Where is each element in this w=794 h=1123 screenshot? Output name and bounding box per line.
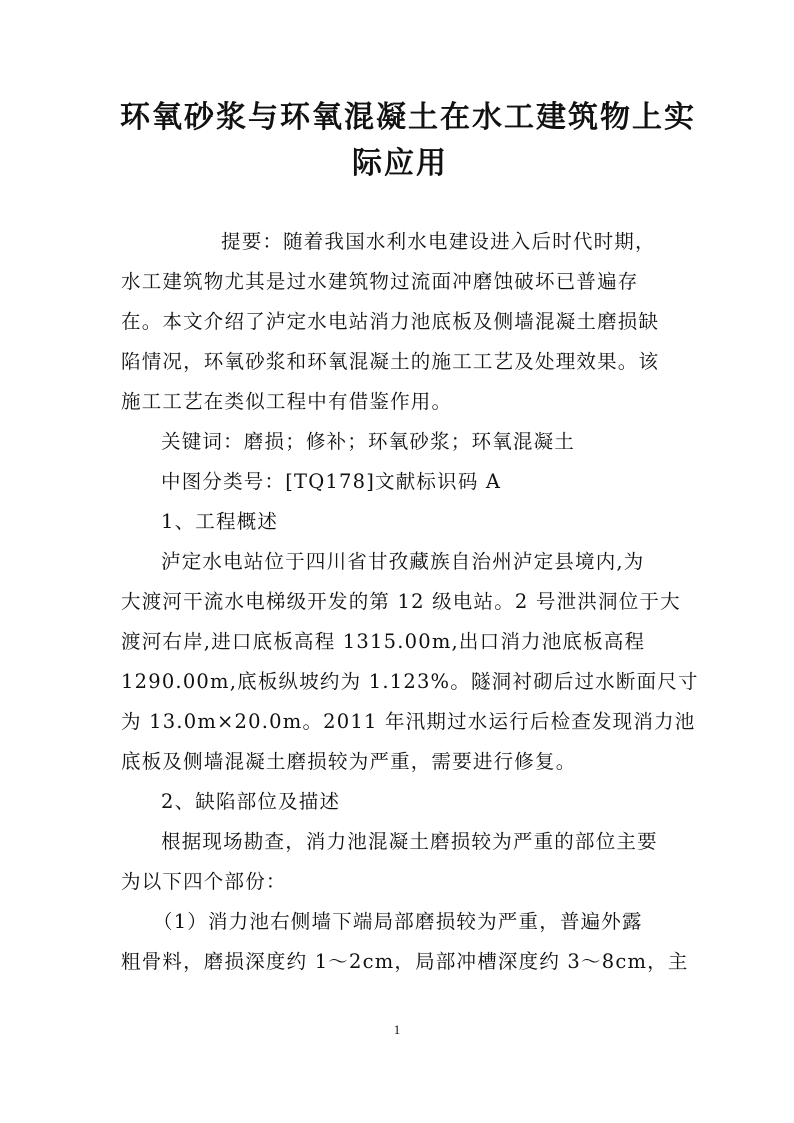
document-title-line-2: 际应用: [352, 146, 448, 181]
item-1-line-2: 粗骨料，磨损深度约 1～2cm，局部冲槽深度约 3～8cm，主: [121, 950, 689, 973]
section-1-line-1: 泸定水电站位于四川省甘孜藏族自治州泸定县境内,为: [161, 550, 645, 573]
page-number: 1: [393, 1022, 401, 1037]
abstract-line-5: 施工工艺在类似工程中有借鉴作用。: [121, 390, 453, 413]
section-1-line-3: 渡河右岸,进口底板高程 1315.00m,出口消力池底板高程: [121, 630, 646, 653]
section-2-heading: 2、缺陷部位及描述: [161, 790, 341, 813]
keywords-line: 关键词：磨损；修补；环氧砂浆；环氧混凝土: [161, 430, 576, 453]
document-title-line-1: 环氧砂浆与环氧混凝土在水工建筑物上实: [120, 100, 696, 135]
section-2-line-1: 根据现场勘查，消力池混凝土磨损较为严重的部位主要: [161, 830, 658, 853]
section-1-line-6: 底板及侧墙混凝土磨损较为严重，需要进行修复。: [121, 750, 577, 773]
section-1-line-4: 1290.00m,底板纵坡约为 1.123%。隧洞衬砌后过水断面尺寸: [121, 670, 699, 693]
abstract-line-2: 水工建筑物尤其是过水建筑物过流面冲磨蚀破坏已普遍存: [121, 270, 639, 293]
classification-line: 中图分类号：[TQ178]文献标识码 A: [161, 470, 502, 493]
section-2-line-2: 为以下四个部份：: [121, 870, 287, 893]
section-1-line-5: 为 13.0m×20.0m。2011 年汛期过水运行后检查发现消力池: [121, 710, 696, 733]
abstract-line-3: 在。本文介绍了泸定水电站消力池底板及侧墙混凝土磨损缺: [121, 310, 660, 333]
section-1-line-2: 大渡河干流水电梯级开发的第 12 级电站。2 号泄洪洞位于大: [121, 590, 681, 613]
abstract-line-1: 提要：随着我国水利水电建设进入后时代时期，: [221, 230, 656, 253]
abstract-line-4: 陷情况，环氧砂浆和环氧混凝土的施工工艺及处理效果。该: [121, 350, 660, 373]
item-1-line-1: （1）消力池右侧墙下端局部磨损较为严重，普遍外露: [153, 910, 643, 933]
section-1-heading: 1、工程概述: [161, 510, 279, 533]
